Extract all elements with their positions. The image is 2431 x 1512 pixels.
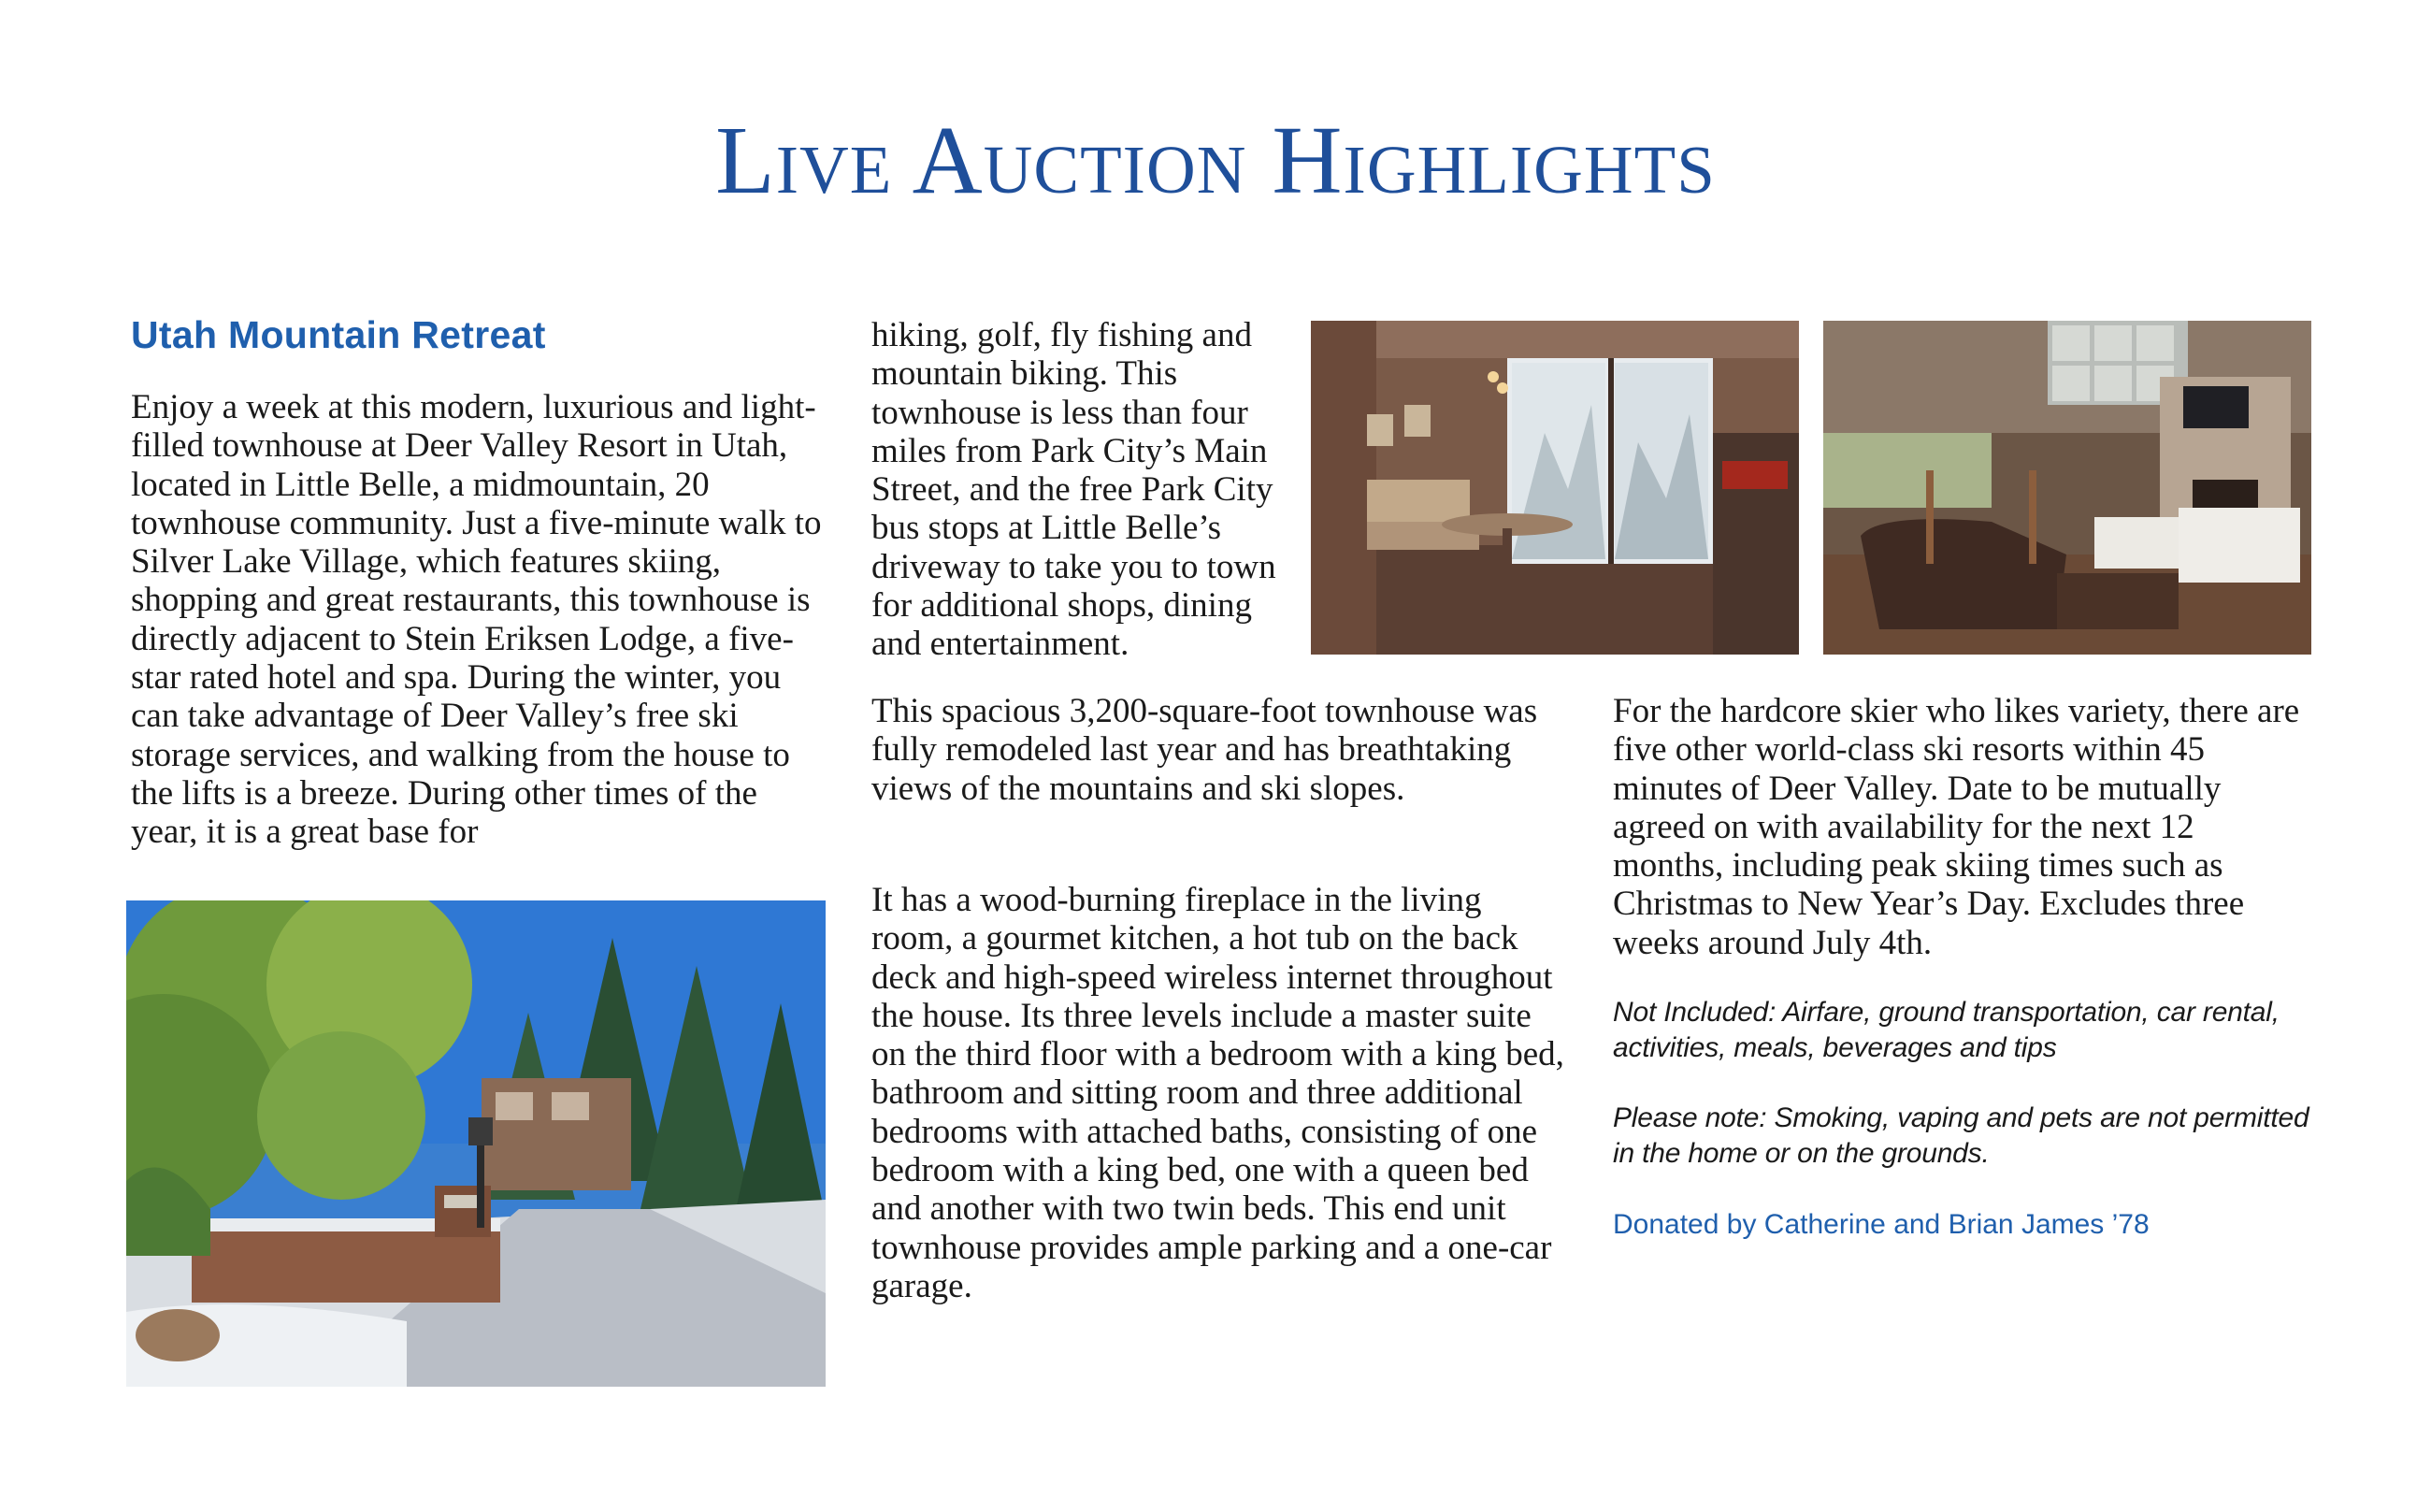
listing-heading: Utah Mountain Retreat (131, 313, 546, 356)
snowy-townhouse-entrance-photo (126, 900, 826, 1387)
page-title: Live Auction Highlights (715, 107, 1716, 214)
please-note: Please note: Smoking, vaping and pets are not permitted in the home or on the grounds. (1613, 1102, 2309, 1169)
body-paragraph-resorts: For the hardcore skier who likes variety, there are five other world-class ski resorts within 45 minutes of Deer Valley. Date to be mutually agreed on with availability for the next 12 months, including peak skiing times such as Christmas to New Year’s Day. Excludes three weeks around July 4th. (1613, 692, 2300, 962)
not-included-note: Not Included: Airfare, ground transportation, car rental, activities, meals, beverages and tips (1613, 997, 2280, 1063)
donor-credit: Donated by Catherine and Brian James ’78 (1613, 1209, 2150, 1240)
body-paragraph-intro: Enjoy a week at this modern, luxurious and light-filled townhouse at Deer Valley Resort in Utah, located in Little Belle, a midmountain, 20 townhouse community. Just a five-minute walk to Silver Lake Village, which features skiing, shopping and great restaurants, this townhouse is directly adjacent to Stein Eriksen Lodge, a five-star rated hotel and spa. During the winter, you can take advantage of Deer Valley’s free ski storage services, and walking from the house to the lifts is a breeze. During other times of the year, it is a great base for (131, 388, 822, 852)
living-room-photo (1823, 321, 2311, 655)
kitchen-dining-photo (1311, 321, 1799, 655)
body-paragraph-size: This spacious 3,200-square-foot townhouse was fully remodeled last year and has breathtaking views of the mountains and ski slopes. (871, 692, 1538, 808)
body-paragraph-features: It has a wood-burning fireplace in the living room, a gourmet kitchen, a hot tub on the back deck and high-speed wireless internet throughout the house. Its three levels include a master suite on the third floor with a bedroom with a king bed, bathroom and sitting room and three additional bedrooms with attached baths, consisting of one bedroom with a king bed, one with a queen bed and another with two twin beds. This end unit townhouse provides ample parking and a one-car garage. (871, 881, 1564, 1305)
body-paragraph-continued: hiking, golf, fly fishing and mountain biking. This townhouse is less than four miles from Park City’s Main Street, and the free Park City bus stops at Little Belle’s driveway to take you to town for additional shops, dining and entertainment. (871, 316, 1276, 664)
